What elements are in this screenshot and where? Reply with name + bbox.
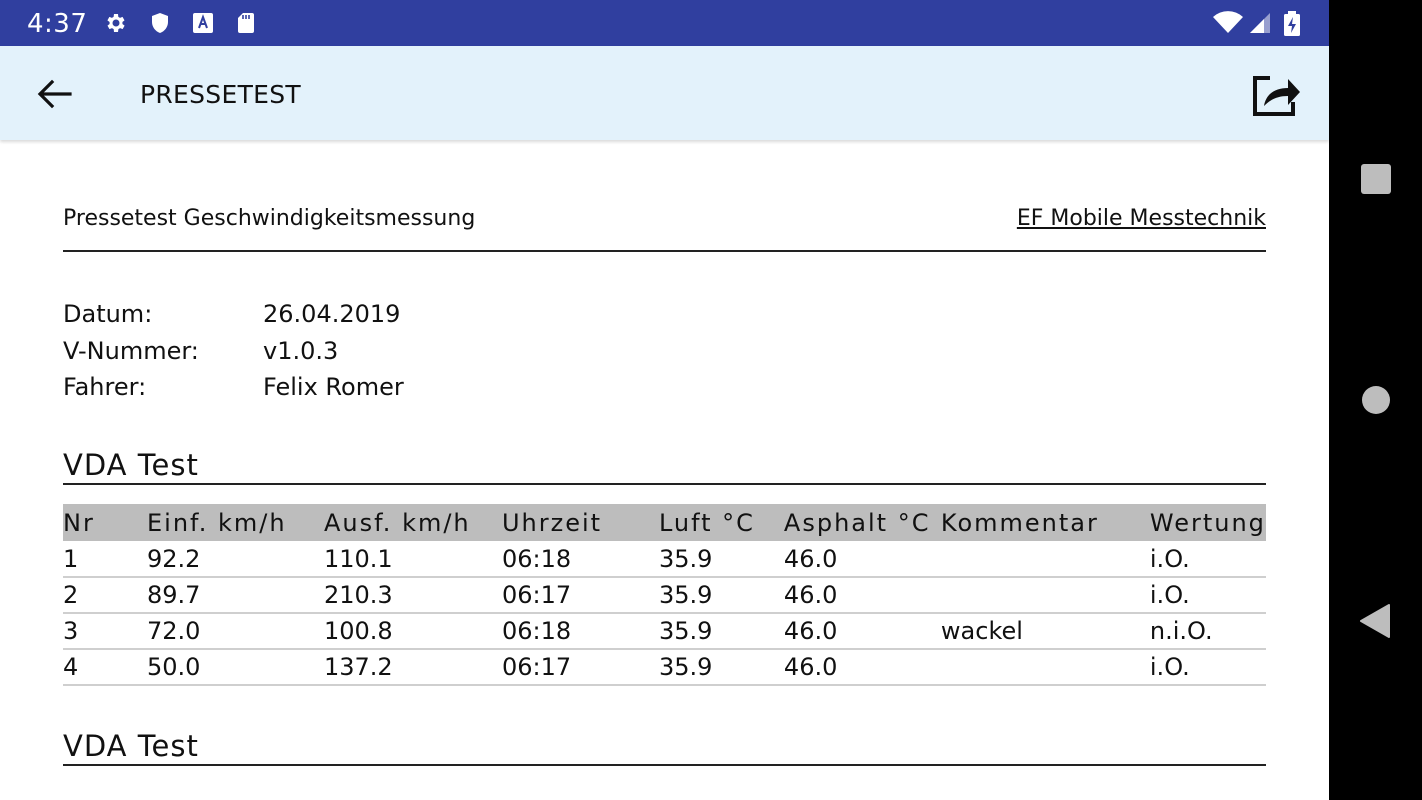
recents-square-icon xyxy=(1360,182,1392,199)
info-value: 26.04.2019 xyxy=(263,300,401,328)
table-cell: i.O. xyxy=(1150,541,1266,577)
info-value: Felix Romer xyxy=(263,373,404,401)
table-cell: 89.7 xyxy=(147,577,324,613)
table-cell: 06:18 xyxy=(502,541,659,577)
table-cell: 46.0 xyxy=(784,649,941,685)
home-circle-icon xyxy=(1360,403,1392,420)
table-cell: 46.0 xyxy=(784,613,941,649)
table-cell: 210.3 xyxy=(324,577,502,613)
table-cell: wackel xyxy=(941,613,1150,649)
info-label: Datum: xyxy=(63,300,153,328)
back-button[interactable] xyxy=(30,74,78,114)
table-cell xyxy=(941,577,1150,613)
share-button[interactable] xyxy=(1250,70,1302,120)
table-cell: 72.0 xyxy=(147,613,324,649)
table-cell: 46.0 xyxy=(784,541,941,577)
column-header: Nr xyxy=(63,504,147,541)
table-cell: 137.2 xyxy=(324,649,502,685)
home-button[interactable] xyxy=(1360,384,1392,421)
table-cell: 35.9 xyxy=(659,649,784,685)
table-cell: 100.8 xyxy=(324,613,502,649)
table-cell: 1 xyxy=(63,541,147,577)
table-cell: 06:18 xyxy=(502,613,659,649)
info-label: Fahrer: xyxy=(63,373,147,401)
results-table xyxy=(63,504,1266,686)
signal-icon xyxy=(1248,11,1272,35)
table-cell: 110.1 xyxy=(324,541,502,577)
column-header: Uhrzeit xyxy=(502,504,659,541)
recents-button[interactable] xyxy=(1360,163,1392,200)
back-triangle-icon xyxy=(1359,626,1391,643)
battery-charging-icon xyxy=(1283,11,1301,35)
page-title: PRESSETEST xyxy=(140,80,301,109)
app-bar xyxy=(0,46,1329,140)
table-row xyxy=(63,577,1266,613)
arrow-left-icon xyxy=(30,101,78,118)
column-header: Kommentar xyxy=(941,504,1150,541)
info-value: v1.0.3 xyxy=(263,337,339,365)
gear-icon xyxy=(104,11,128,35)
table-cell: 92.2 xyxy=(147,541,324,577)
table-cell xyxy=(941,541,1150,577)
company-link[interactable]: EF Mobile Messtechnik xyxy=(1016,206,1266,231)
table-cell: 35.9 xyxy=(659,613,784,649)
navigation-bar xyxy=(1329,0,1422,800)
table-cell: 06:17 xyxy=(502,577,659,613)
table-header-row xyxy=(63,504,1266,541)
table-cell: n.i.O. xyxy=(1150,613,1266,649)
table-cell: 3 xyxy=(63,613,147,649)
column-header: Ausf. km/h xyxy=(324,504,502,541)
font-a-icon xyxy=(191,11,215,35)
status-bar xyxy=(0,0,1329,46)
column-header: Luft °C xyxy=(659,504,784,541)
table-cell: 50.0 xyxy=(147,649,324,685)
status-time: 4:37 xyxy=(27,9,88,39)
document-title: Pressetest Geschwindigkeitsmessung xyxy=(63,206,476,231)
document-header xyxy=(63,206,1266,252)
info-label: V-Nummer: xyxy=(63,337,199,365)
table-cell: i.O. xyxy=(1150,577,1266,613)
wifi-icon xyxy=(1212,11,1244,35)
shield-icon xyxy=(148,11,172,35)
sd-card-icon xyxy=(234,11,258,35)
table-cell: 46.0 xyxy=(784,577,941,613)
table-cell: 06:17 xyxy=(502,649,659,685)
table-row xyxy=(63,613,1266,649)
share-icon xyxy=(1250,107,1302,124)
table-cell: 35.9 xyxy=(659,577,784,613)
back-nav-button[interactable] xyxy=(1359,603,1391,644)
table-row xyxy=(63,649,1266,685)
column-header: Einf. km/h xyxy=(147,504,324,541)
section-title: VDA Test xyxy=(63,448,1266,485)
table-cell: 35.9 xyxy=(659,541,784,577)
column-header: Asphalt °C xyxy=(784,504,941,541)
table-cell: 2 xyxy=(63,577,147,613)
table-cell: 4 xyxy=(63,649,147,685)
section-title: VDA Test xyxy=(63,729,1266,766)
table-cell xyxy=(941,649,1150,685)
table-cell: i.O. xyxy=(1150,649,1266,685)
column-header: Wertung xyxy=(1150,504,1266,541)
table-row xyxy=(63,541,1266,577)
